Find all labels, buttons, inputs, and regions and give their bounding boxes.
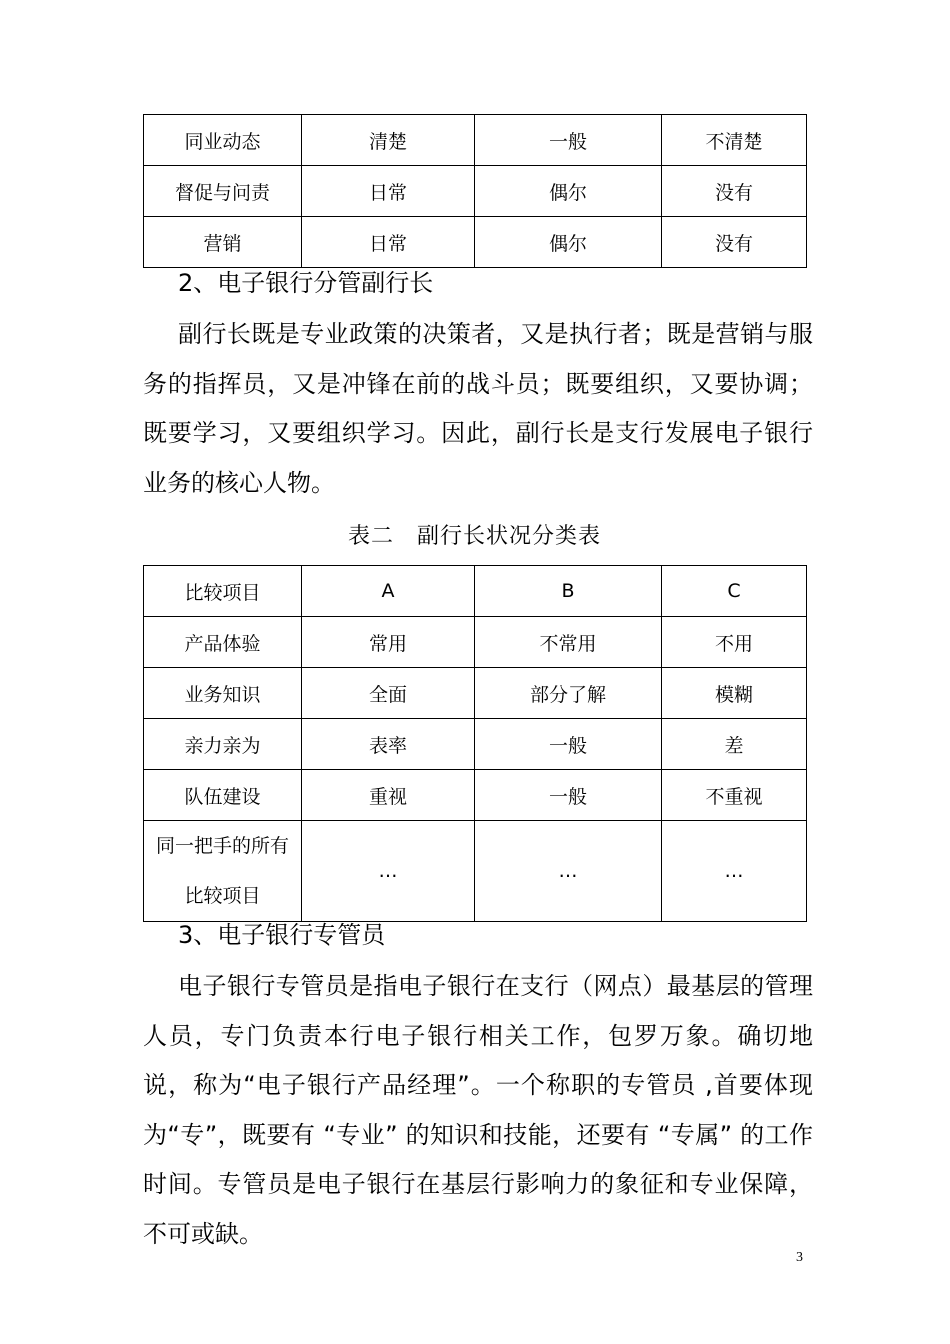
table-cell: 不重视 bbox=[662, 770, 807, 821]
section-3-heading: 3、电子银行专管员 bbox=[178, 921, 386, 949]
table-cell: 不用 bbox=[662, 617, 807, 668]
table-cell: 业务知识 bbox=[144, 668, 302, 719]
table-header-row bbox=[144, 566, 807, 617]
table-header-cell: C bbox=[662, 566, 807, 617]
table-cell: … bbox=[662, 821, 807, 922]
table-row bbox=[144, 617, 807, 668]
table-row bbox=[144, 668, 807, 719]
table-cell: 模糊 bbox=[662, 668, 807, 719]
table-cell: 重视 bbox=[302, 770, 475, 821]
table-cell-multiline bbox=[144, 821, 302, 922]
table-2-caption: 表二 副行长状况分类表 bbox=[347, 524, 601, 549]
table-cell: 一般 bbox=[475, 719, 662, 770]
table-cell: 没有 bbox=[662, 217, 807, 268]
table-cell: 日常 bbox=[302, 166, 475, 217]
table-1 bbox=[143, 114, 807, 268]
table-row bbox=[144, 166, 807, 217]
table-cell: 没有 bbox=[662, 166, 807, 217]
table-cell: 督促与问责 bbox=[144, 166, 302, 217]
table-row bbox=[144, 821, 807, 922]
table-cell: 队伍建设 bbox=[144, 770, 302, 821]
table-row bbox=[144, 115, 807, 166]
table-cell: 一般 bbox=[475, 770, 662, 821]
table-cell: 不常用 bbox=[475, 617, 662, 668]
section-3-paragraph: 电子银行专管员是指电子银行在支行（网点）最基层的管理人员，专门负责本行电子银行相关工作，包罗万象。确切地说，称为“电子银行产品经理”。一个称职的专管员 ,首要体现为“专”，既要有 “专业” 的知识和技能，还要有 “专属” 的工作时间。专管员是电子银行在基层行影响力的象征和专业保障，不可或缺。 bbox=[143, 972, 813, 1248]
section-2-heading: 2、电子银行分管副行长 bbox=[178, 269, 434, 297]
cell-line-2: 比较项目 bbox=[184, 885, 261, 907]
table-row bbox=[144, 719, 807, 770]
page-number: 3 bbox=[796, 1250, 803, 1265]
table-header-cell: 比较项目 bbox=[144, 566, 302, 617]
table-cell: 一般 bbox=[475, 115, 662, 166]
table-row bbox=[144, 217, 807, 268]
table-cell: 不清楚 bbox=[662, 115, 807, 166]
table-cell: 清楚 bbox=[302, 115, 475, 166]
table-cell: 日常 bbox=[302, 217, 475, 268]
table-cell: 差 bbox=[662, 719, 807, 770]
table-cell: 产品体验 bbox=[144, 617, 302, 668]
table-cell: 全面 bbox=[302, 668, 475, 719]
table-cell: … bbox=[475, 821, 662, 922]
table-cell: … bbox=[302, 821, 475, 922]
table-cell: 亲力亲为 bbox=[144, 719, 302, 770]
cell-line-1: 同一把手的所有 bbox=[155, 835, 289, 857]
table-header-cell: A bbox=[302, 566, 475, 617]
table-cell: 偶尔 bbox=[475, 217, 662, 268]
section-2-paragraph: 副行长既是专业政策的决策者，又是执行者；既是营销与服务的指挥员，又是冲锋在前的战斗员；既要组织，又要协调；既要学习，又要组织学习。因此，副行长是支行发展电子银行业务的核心人物。 bbox=[143, 320, 813, 497]
table-cell: 表率 bbox=[302, 719, 475, 770]
table-header-cell: B bbox=[475, 566, 662, 617]
table-cell: 部分了解 bbox=[475, 668, 662, 719]
table-cell: 常用 bbox=[302, 617, 475, 668]
table-cell: 营销 bbox=[144, 217, 302, 268]
table-cell: 同业动态 bbox=[144, 115, 302, 166]
table-cell: 偶尔 bbox=[475, 166, 662, 217]
table-row bbox=[144, 770, 807, 821]
table-2 bbox=[143, 565, 807, 922]
